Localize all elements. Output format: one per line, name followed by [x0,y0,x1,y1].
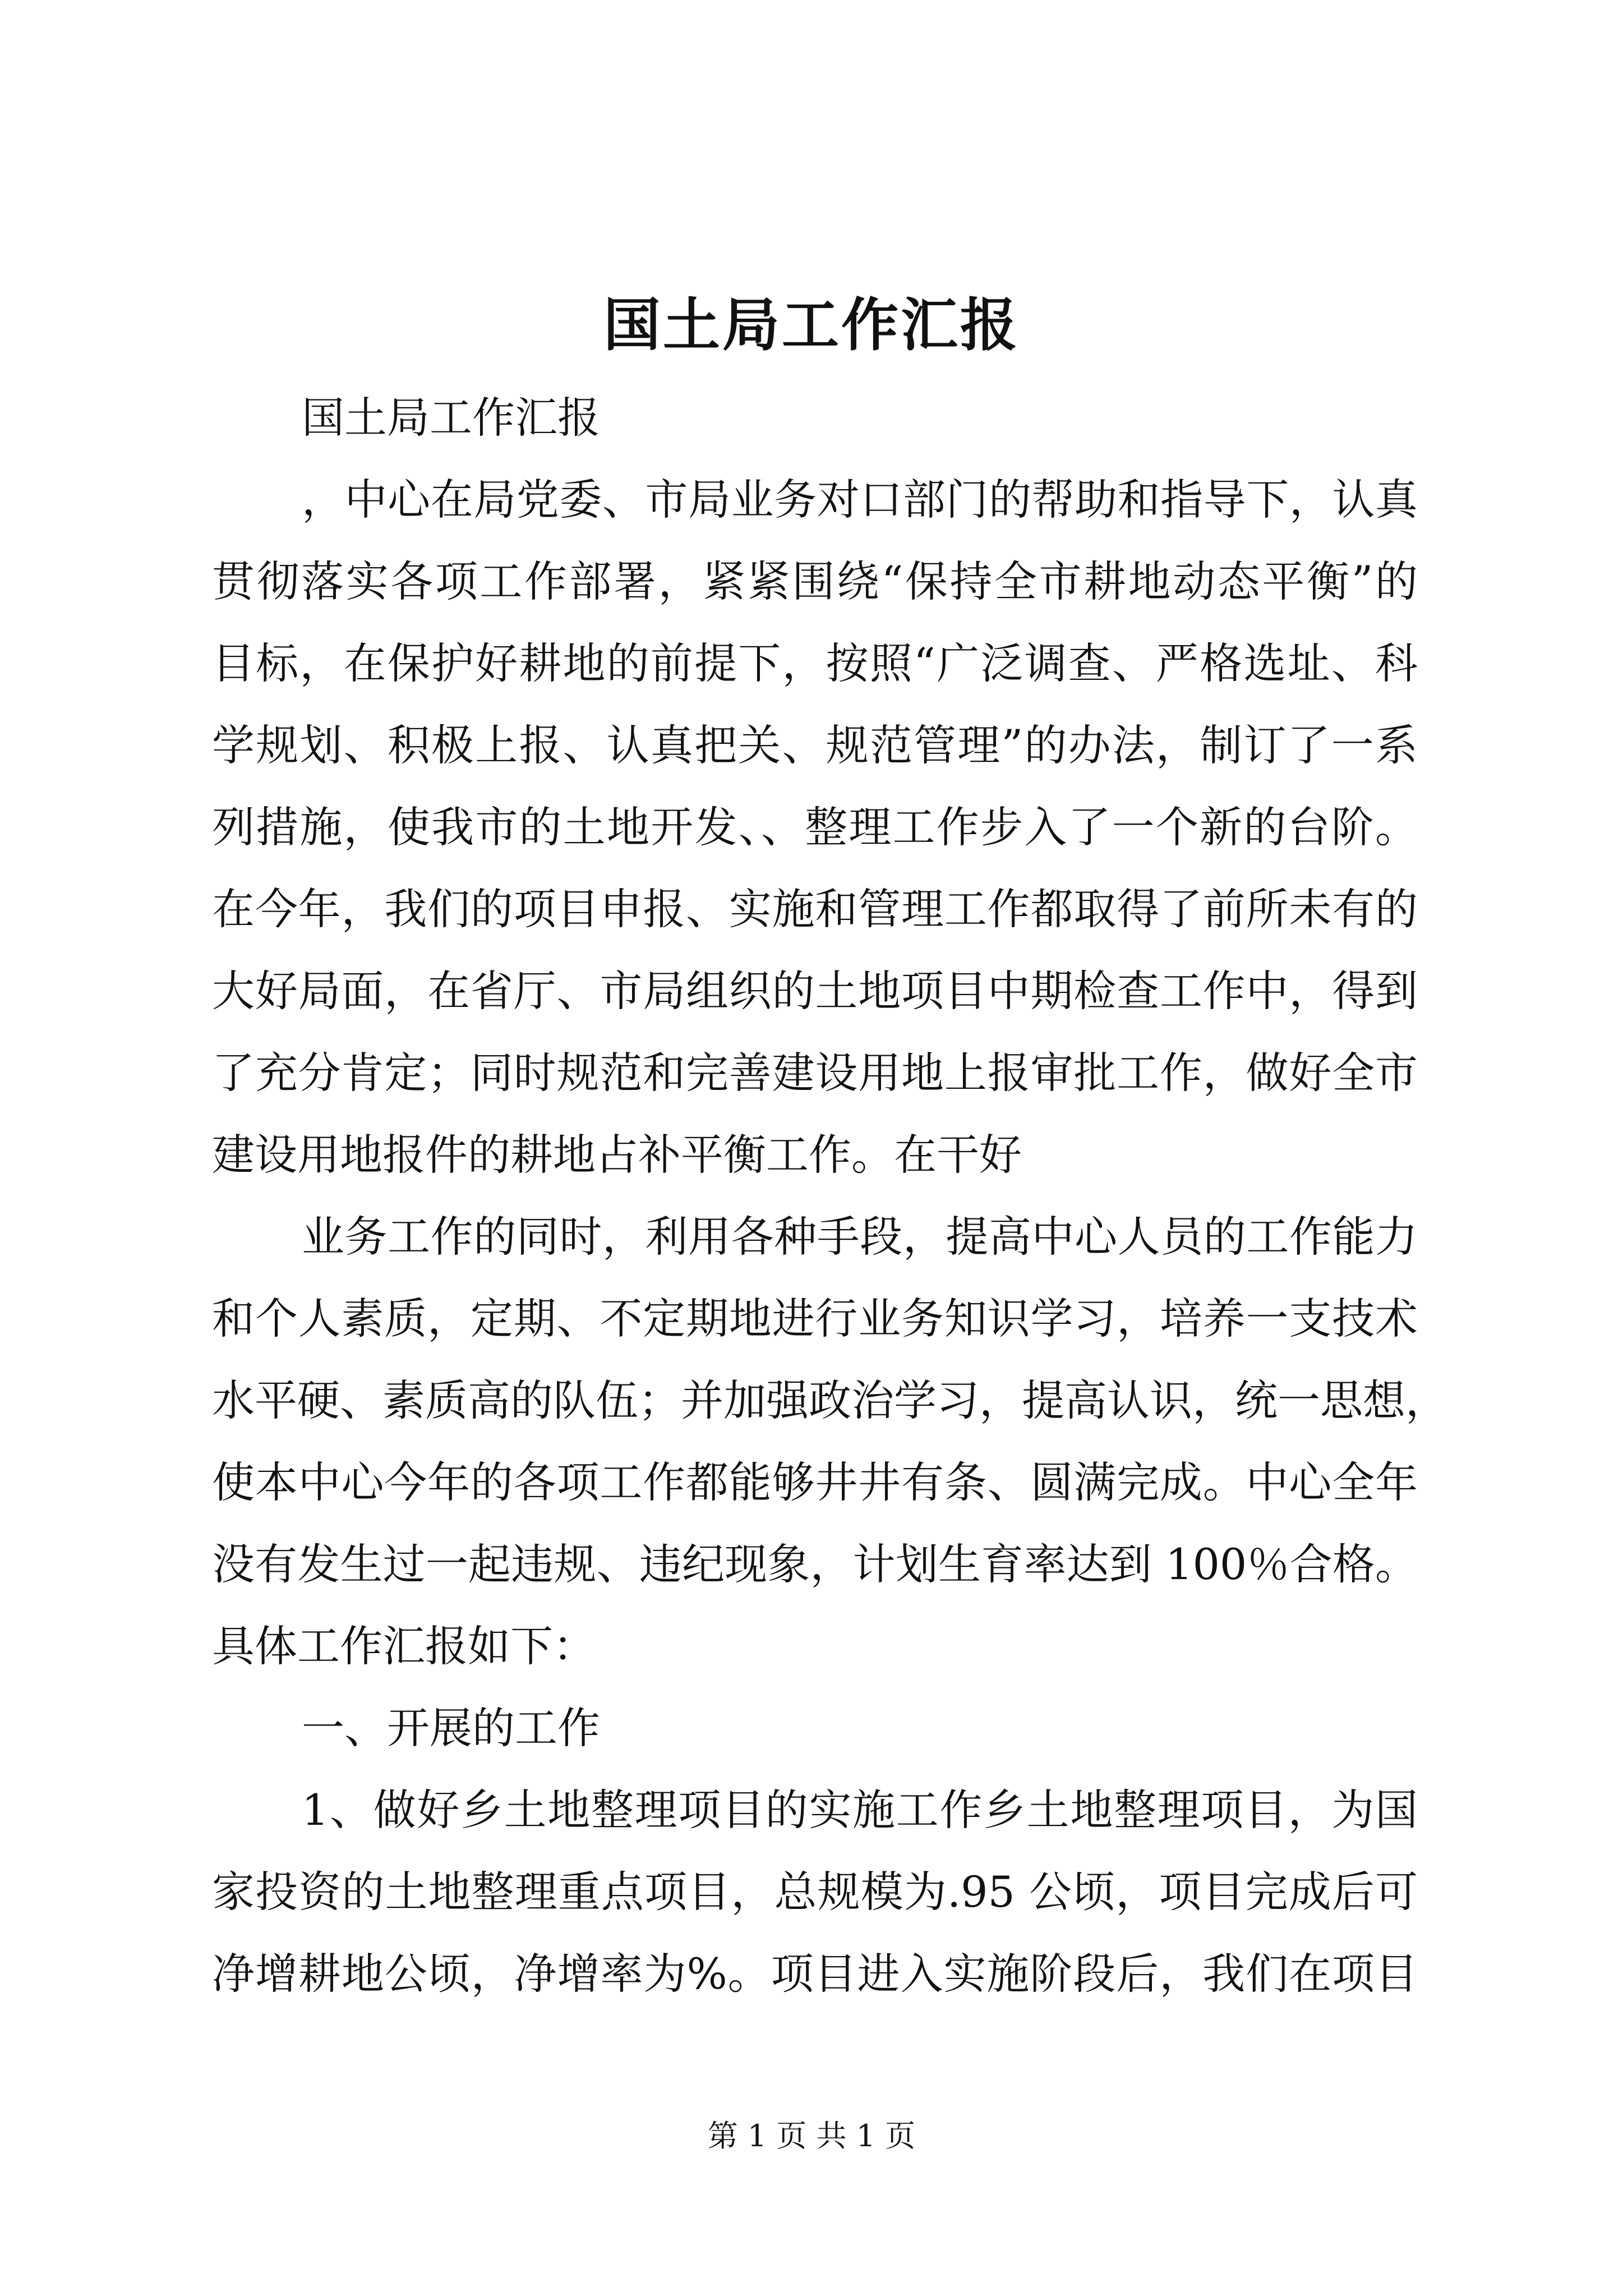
page-footer: 第 1 页 共 1 页 [707,2118,916,2154]
section-heading: 一、开展的工作 [302,1703,600,1753]
paragraph-line: 贯彻落实各项工作部署，紧紧围绕“保持全市耕地动态平衡”的 [212,556,1418,606]
paragraph-line: 建设用地报件的耕地占补平衡工作。在干好 [212,1130,1022,1180]
document-body [212,377,1448,2015]
paragraph-line: ，中心在局党委、市局业务对口部门的帮助和指导下，认真 [302,475,1418,524]
subtitle-line: 国土局工作汇报 [302,393,600,443]
paragraph-line: 了充分肯定；同时规范和完善建设用地上报审批工作，做好全市 [212,1048,1418,1098]
paragraph-line: 净增耕地公顷，净增率为%。项目进入实施阶段后，我们在项目 [212,1949,1418,1999]
paragraph-line: 具体工作汇报如下： [212,1621,596,1671]
paragraph-line: 水平硬、素质高的队伍；并加强政治学习，提高认识，统一思想， [212,1375,1448,1425]
paragraph-line: 大好局面，在省厅、市局组织的土地项目中期检查工作中，得到 [212,966,1418,1016]
paragraph-line: 目标，在保护好耕地的前提下，按照“广泛调查、严格选址、科 [212,638,1418,688]
paragraph-line: 和个人素质，定期、不定期地进行业务知识学习，培养一支技术 [212,1294,1418,1343]
paragraph-line: 家投资的土地整理重点项目，总规模为.95 公顷，项目完成后可 [212,1867,1418,1917]
paragraph-line: 在今年，我们的项目申报、实施和管理工作都取得了前所未有的 [212,884,1418,934]
paragraph-line: 学规划、积极上报、认真把关、规范管理”的办法，制订了一系 [212,720,1418,770]
paragraph-line: 业务工作的同时，利用各种手段，提高中心人员的工作能力 [302,1212,1418,1262]
paragraph-line: 使本中心今年的各项工作都能够井井有条、圆满完成。中心全年 [212,1457,1418,1507]
document-title: 国土局工作汇报 [603,292,1020,359]
paragraph-line: 1、做好乡土地整理项目的实施工作乡土地整理项目，为国 [302,1785,1418,1835]
paragraph-line: 列措施，使我市的土地开发、、整理工作步入了一个新的台阶。 [212,802,1418,852]
paragraph-line: 没有发生过一起违规、违纪现象，计划生育率达到 100％合格。 [212,1539,1418,1589]
